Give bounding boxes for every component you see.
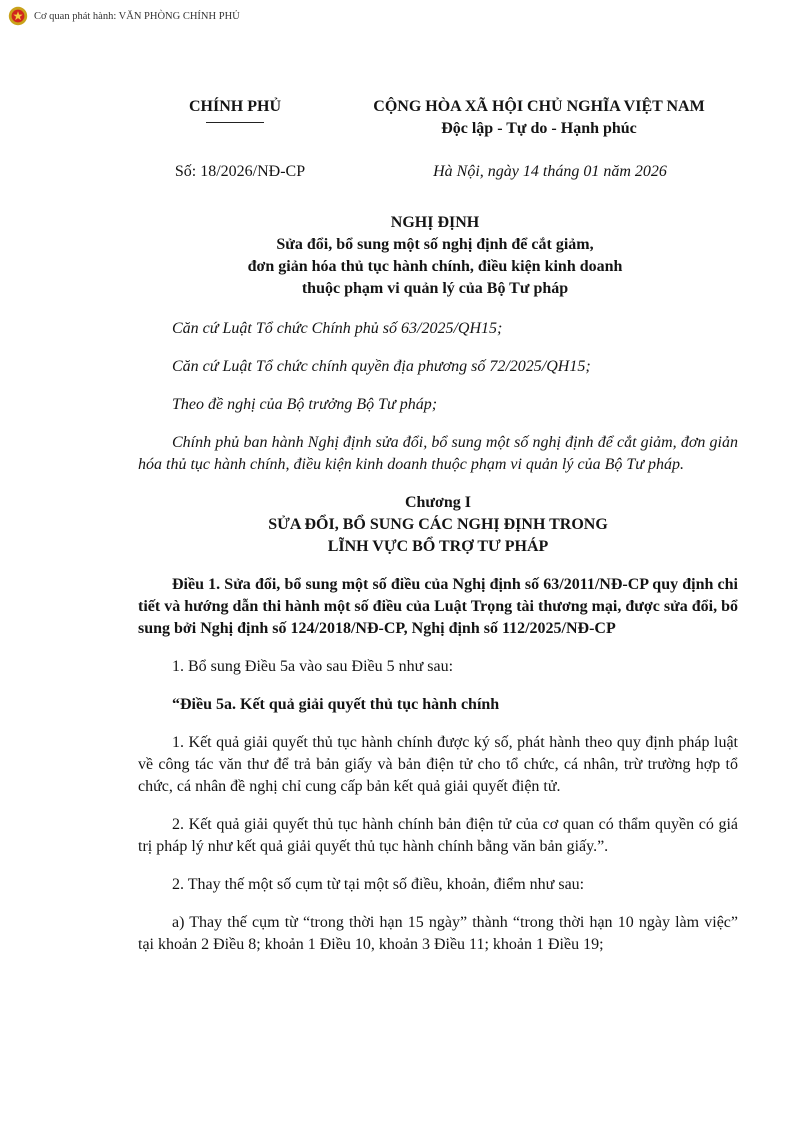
- preamble-basis: Căn cứ Luật Tổ chức chính quyền địa phương số 72/2025/QH15;: [172, 358, 591, 375]
- article-1-item-1: 1. Bổ sung Điều 5a vào sau Điều 5 như sau:: [172, 658, 454, 675]
- article-1-heading: Điều 1. Sửa đổi, bổ sung một số điều của Nghị định số 63/2011/NĐ-CP quy định chi tiết và hướng dẫn thi hành một số điều của Luật Trọng tài thương mại, được sửa đổi, bổ sung bởi Nghị định số 124/2018/NĐ-CP, Nghị định số 112/2025/NĐ-CP: [138, 576, 738, 637]
- preamble-promulgation: Chính phủ ban hành Nghị định sửa đổi, bổ sung một số nghị định để cắt giảm, đơn giản hóa thủ tục hành chính, điều kiện kinh doanh thuộc phạm vi quản lý của Bộ Tư pháp.: [138, 434, 738, 473]
- article-1-item-2a: a) Thay thế cụm từ “trong thời hạn 15 ngày” thành “trong thời hạn 10 ngày làm việc” tại khoản 2 Điều 8; khoản 1 Điều 10, khoản 3 Điều 11; khoản 1 Điều 19;: [138, 914, 738, 953]
- article-5a-clause-1: 1. Kết quả giải quyết thủ tục hành chính được ký số, phát hành theo quy định pháp luật về công tác văn thư để trả bản giấy và bản điện tử cho tổ chức, cá nhân, trừ trường hợp tổ chức, cá nhân đề nghị chỉ cung cấp bản kết quả giải quyết điện tử.: [138, 734, 738, 795]
- national-motto: Độc lập - Tự do - Hạnh phúc: [441, 120, 637, 137]
- article-5a-heading: “Điều 5a. Kết quả giải quyết thủ tục hành chính: [172, 696, 500, 713]
- chapter-label: Chương I: [404, 494, 472, 511]
- chapter-title: SỬA ĐỔI, BỔ SUNG CÁC NGHỊ ĐỊNH TRONG: [268, 516, 608, 533]
- document-title-line: đơn giản hóa thủ tục hành chính, điều kiện kinh doanh: [247, 258, 623, 275]
- article-5a-clause-2: 2. Kết quả giải quyết thủ tục hành chính bản điện tử của cơ quan có thẩm quyền có giá trị pháp lý như kết quả giải quyết thủ tục hành chính bằng văn bản giấy.”.: [138, 816, 738, 855]
- document-date: Hà Nội, ngày 14 tháng 01 năm 2026: [433, 163, 667, 180]
- agency-underline: [206, 122, 264, 123]
- issuer-bar: [8, 6, 240, 26]
- document-type: NGHỊ ĐỊNH: [390, 214, 480, 231]
- national-emblem-icon: [8, 6, 28, 26]
- article-1-item-2: 2. Thay thế một số cụm từ tại một số điều, khoản, điểm như sau:: [172, 876, 585, 893]
- country-name: CỘNG HÒA XÃ HỘI CHỦ NGHĨA VIỆT NAM: [373, 98, 705, 115]
- document-body: [138, 318, 738, 956]
- document-number: Số: 18/2026/NĐ-CP: [174, 163, 306, 180]
- preamble-basis: Căn cứ Luật Tổ chức Chính phủ số 63/2025/QH15;: [172, 320, 503, 337]
- document-title-block: [140, 212, 730, 300]
- document-title-line: thuộc phạm vi quản lý của Bộ Tư pháp: [301, 280, 569, 297]
- chapter-title: LĨNH VỰC BỔ TRỢ TƯ PHÁP: [327, 538, 549, 555]
- national-title-block: [338, 96, 740, 140]
- agency-name: CHÍNH PHỦ: [189, 98, 281, 115]
- agency-block: [140, 98, 330, 123]
- issuer-label: Cơ quan phát hành: VĂN PHÒNG CHÍNH PHỦ: [34, 10, 240, 22]
- preamble-proposal: Theo đề nghị của Bộ trưởng Bộ Tư pháp;: [172, 396, 438, 413]
- document-title-line: Sửa đổi, bổ sung một số nghị định để cắt giảm,: [276, 236, 594, 253]
